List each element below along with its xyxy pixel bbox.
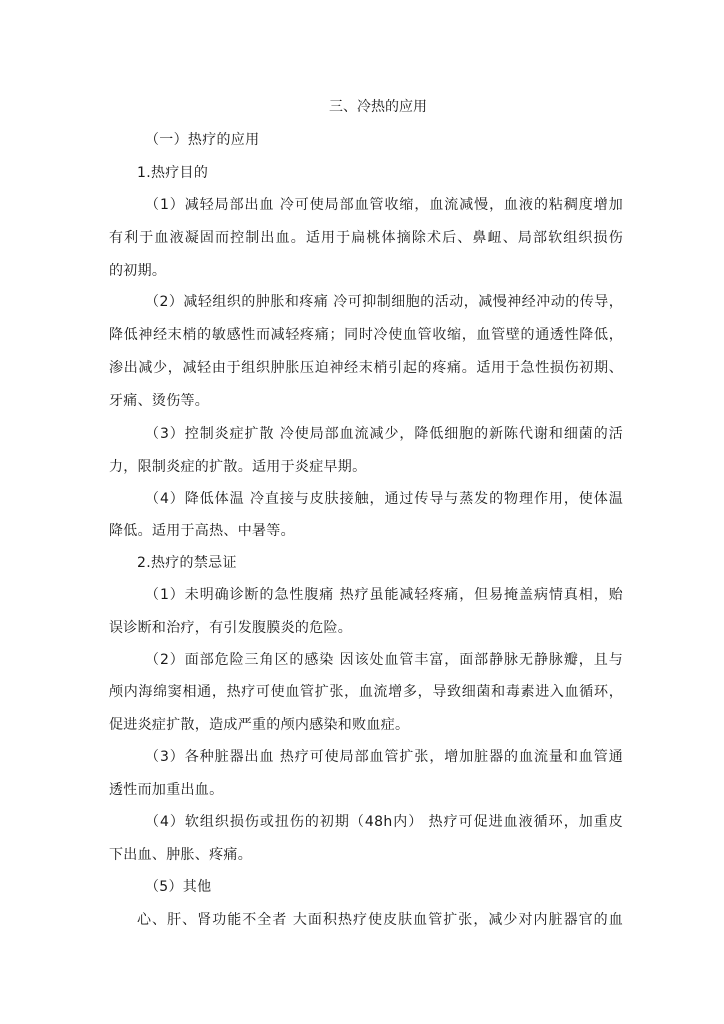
- paragraph-line: （1）减轻局部出血 冷可使局部血管收缩，血流减慢，血液的粘稠度增加: [145, 197, 623, 213]
- item-heading: （5）其他: [145, 879, 212, 895]
- paragraph-line: 心、肝、肾功能不全者 大面积热疗使皮肤血管扩张，减少对内脏器官的血: [137, 912, 623, 928]
- paragraph-line: 力，限制炎症的扩散。适用于炎症早期。: [109, 459, 367, 475]
- paragraph-line: （1）未明确诊断的急性腹痛 热疗虽能减轻疼痛，但易掩盖病情真相，贻: [145, 587, 623, 603]
- paragraph-line: 渗出减少，减轻由于组织肿胀压迫神经末梢引起的疼痛。适用于急性损伤初期、: [109, 360, 623, 376]
- item-heading: 1.热疗目的: [137, 165, 209, 181]
- paragraph-line: 牙痛、烫伤等。: [109, 393, 210, 409]
- paragraph-line: （3）控制炎症扩散 冷使局部血流减少，降低细胞的新陈代谢和细菌的活: [145, 426, 623, 442]
- paragraph-line: 下出血、肿胀、疼痛。: [109, 847, 252, 863]
- paragraph-line: 降低。适用于高热、中暑等。: [109, 523, 295, 539]
- paragraph-line: 的初期。: [109, 263, 167, 279]
- paragraph-line: （4）降低体温 冷直接与皮肤接触，通过传导与蒸发的物理作用，使体温: [145, 491, 623, 507]
- paragraph-line: 透性而加重出血。: [109, 782, 224, 798]
- paragraph-line: （2）面部危险三角区的感染 因该处血管丰富，面部静脉无静脉瓣，且与: [145, 652, 623, 668]
- paragraph-line: 颅内海绵窦相通，热疗可使血管扩张，血流增多，导致细菌和毒素进入血循环，: [109, 684, 623, 700]
- paragraph-line: （2）减轻组织的肿胀和疼痛 冷可抑制细胞的活动，减慢神经冲动的传导，: [145, 294, 623, 310]
- paragraph-line: 促进炎症扩散，造成严重的颅内感染和败血症。: [109, 717, 410, 733]
- paragraph-line: 有利于血液凝固而控制出血。适用于扁桃体摘除术后、鼻衄、局部软组织损伤: [109, 230, 623, 246]
- paragraph-line: 降低神经末梢的敏感性而减轻疼痛；同时冷使血管收缩，血管壁的通透性降低，: [109, 327, 623, 343]
- subsection-heading: （一）热疗的应用: [145, 132, 260, 148]
- paragraph-line: 误诊断和治疗，有引发腹膜炎的危险。: [109, 620, 353, 636]
- paragraph-line: （4）软组织损伤或扭伤的初期（48h内） 热疗可促进血液循环，加重皮: [145, 814, 623, 830]
- item-heading: 2.热疗的禁忌证: [137, 555, 237, 571]
- section-title: 三、冷热的应用: [329, 99, 427, 115]
- paragraph-line: （3）各种脏器出血 热疗可使局部血管扩张，增加脏器的血流量和血管通: [145, 749, 623, 765]
